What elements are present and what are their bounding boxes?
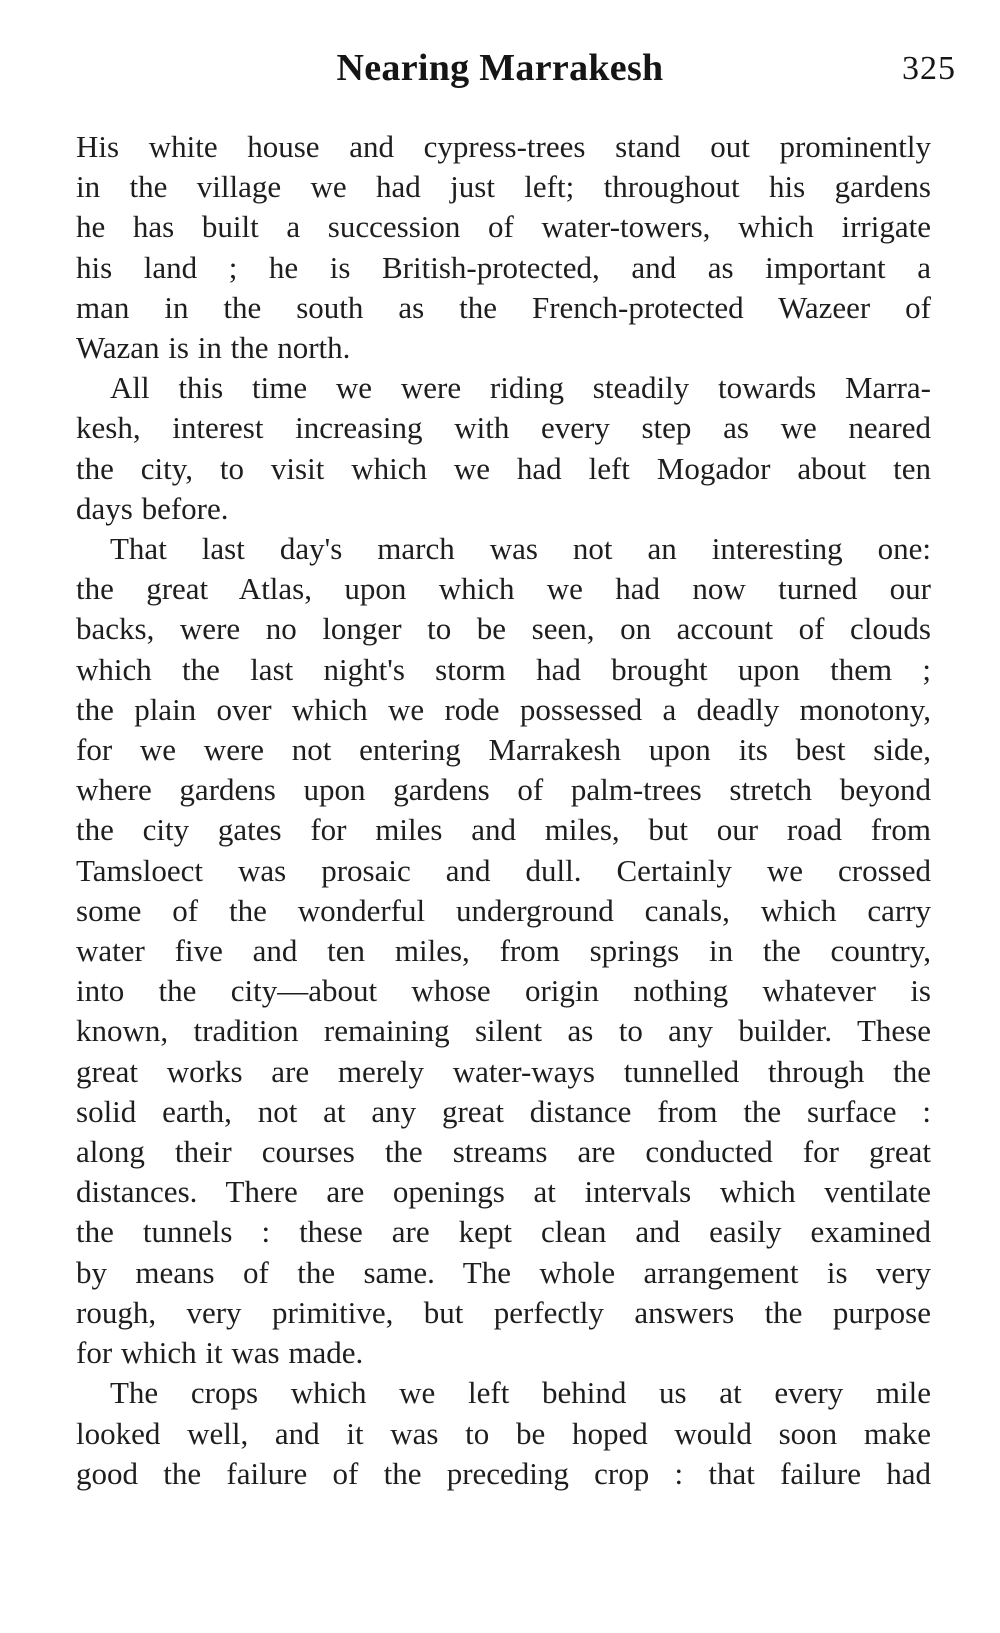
paragraph-4 <box>76 1373 931 1494</box>
text-line: good the failure of the preceding crop : that failure had <box>76 1455 931 1491</box>
text-line: the tunnels : these are kept clean and easily examined <box>76 1214 931 1250</box>
text-line: solid earth, not at any great distance from the surface : <box>76 1093 931 1129</box>
text-line: great works are merely water-ways tunnelled through the <box>76 1053 931 1089</box>
text-line: distances. There are openings at intervals which ventilate <box>76 1174 931 1210</box>
text-line: his land ; he is British-protected, and as important a <box>76 249 931 285</box>
text-line: in the village we had just left; throughout his gardens <box>76 169 931 205</box>
text-line: for which it was made. <box>76 1335 364 1371</box>
text-line: known, tradition remaining silent as to any builder. These <box>76 1013 931 1049</box>
text-line: some of the wonderful underground canals, which carry <box>76 892 931 928</box>
text-line: days before. <box>76 490 229 526</box>
text-line: Wazan is in the north. <box>76 330 351 366</box>
text-line: backs, were no longer to be seen, on account of clouds <box>76 611 931 647</box>
paragraph-1 <box>76 127 931 368</box>
text-line: kesh, interest increasing with every step as we neared <box>76 410 931 446</box>
text-line: That last day's march was not an interesting one: <box>110 531 931 567</box>
text-line: Tamsloect was prosaic and dull. Certainly we crossed <box>76 852 931 888</box>
page-number: 325 <box>902 50 956 87</box>
text-line: the city gates for miles and miles, but our road from <box>76 812 931 848</box>
text-line: the city, to visit which we had left Mogador about ten <box>76 450 931 486</box>
text-line: where gardens upon gardens of palm-trees stretch beyond <box>76 772 931 808</box>
text-line: water five and ten miles, from springs in the country, <box>76 933 931 969</box>
body-text <box>76 127 931 1494</box>
text-line: which the last night's storm had brought upon them ; <box>76 651 931 687</box>
text-line: the great Atlas, upon which we had now turned our <box>76 571 931 607</box>
chapter-running-title: Nearing Marrakesh <box>336 47 664 89</box>
text-line: by means of the same. The whole arrangement is very <box>76 1254 931 1290</box>
text-line: the plain over which we rode possessed a deadly monotony, <box>76 691 931 727</box>
text-line: he has built a succession of water-towers, which irrigate <box>76 209 931 245</box>
text-line: rough, very primitive, but perfectly answers the purpose <box>76 1294 931 1330</box>
text-line: His white house and cypress-trees stand out prominently <box>76 129 931 164</box>
paragraph-2 <box>76 368 931 529</box>
text-line: looked well, and it was to be hoped would soon make <box>76 1415 931 1451</box>
text-line: into the city—about whose origin nothing whatever is <box>76 973 931 1009</box>
text-line: man in the south as the French-protected Wazeer of <box>76 289 931 325</box>
text-line: for we were not entering Marrakesh upon its best side, <box>76 732 931 768</box>
running-header <box>0 46 1000 106</box>
text-line: along their courses the streams are conducted for great <box>76 1134 931 1170</box>
paragraph-3 <box>76 529 931 1373</box>
text-line: The crops which we left behind us at every mile <box>110 1375 931 1411</box>
text-line: All this time we were riding steadily towards Marra- <box>110 370 931 406</box>
